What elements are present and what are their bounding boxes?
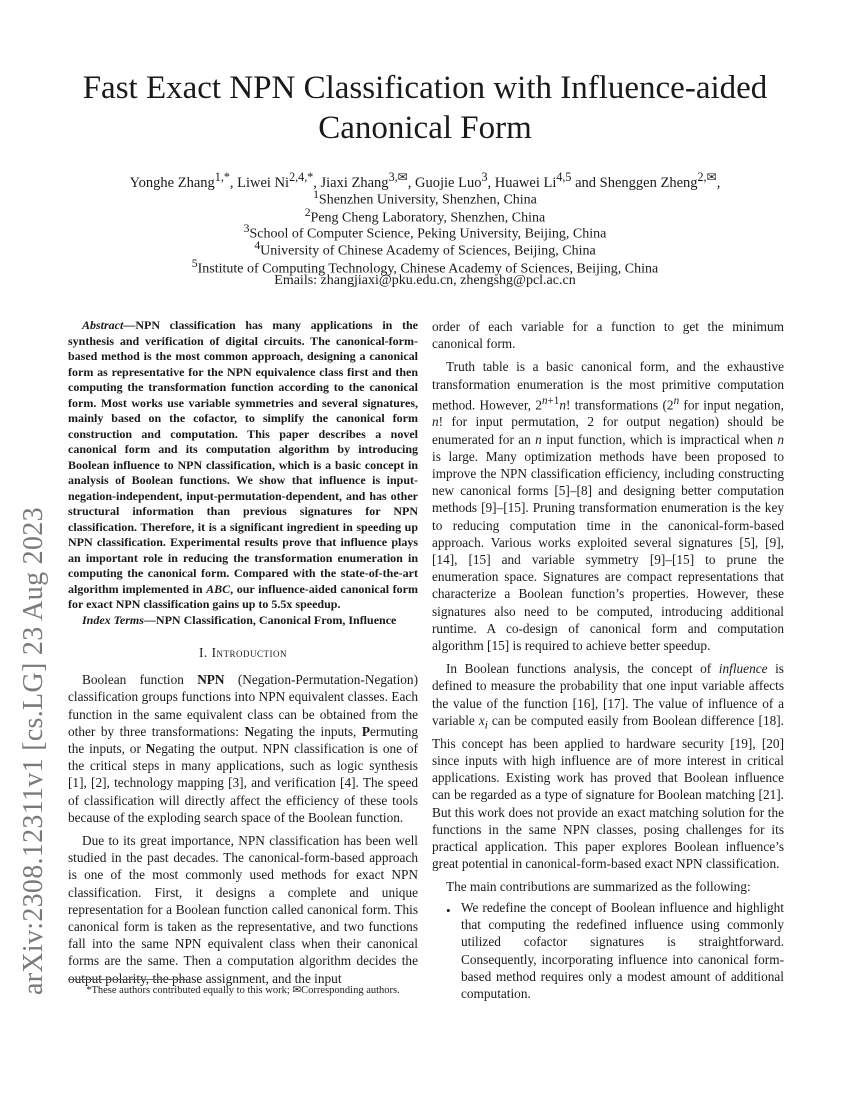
affiliation-text: School of Computer Science, Peking University, Beijing, China [249, 226, 607, 242]
section-number: I. [198, 645, 212, 660]
affiliation-text: Institute of Computing Technology, Chinese Academy of Sciences, Beijing, China [197, 261, 659, 277]
right-paragraph-1: Truth table is a basic canonical form, and the exhaustive transformation enumeration is the most primitive computation method. However, $2^{n+1}n$! transformations (2$^n$ for input negation, n! for input permutation, 2 for output negation) should be enumerated for an n input function, which is impractical when n is large. Many optimization methods have been proposed to improve the NPN classification efficiency, including constructing new canonical forms [5]–[8] and designing better computation methods [9]–[15]. Pruning transformation enumeration is the key to reducing computation time in the canonical-form-based approach. Various works exploited several signatures [5], [9], [14], [15] and variable symmetry [9]–[15] to prune the enumeration space. Signatures are compact representations that characterize a Boolean function’s properties. However, these signatures also need to be computed, introducing additional runtime. A co-design of canonical form and computation algorithm [15] is required to achieve better speedup. [432, 359, 784, 654]
affiliation-text: Peng Cheng Laboratory, Shenzhen, China [310, 210, 546, 226]
author-list: Yonghe Zhang$^{1,*}$, Liwei $Ni^{2,4,*}$, Jiaxi Zhang$^{3,✉}$, Guojie Luo$^3$, Huawei Li$^{4,5}$ and Shenggen Zheng$^{2,✉}$, [129, 170, 721, 191]
abstract-end: , our influence-aided canonical form for exact NPN classification gains up to 5.5x speedup. [68, 581, 419, 611]
index-terms-label: Index Terms [82, 612, 144, 627]
abstract-abc: ABC [206, 581, 231, 596]
affiliation-text: University of Chinese Academy of Sciences, Beijing, China [260, 243, 596, 259]
right-column [432, 318, 784, 896]
affiliation-number: 3 [243, 222, 250, 235]
section-heading [68, 644, 418, 661]
abstract-text: —NPN classification has many applications in the synthesis and verification of digital circuits. The canonical-form-based method is the most common approach, designing a canonical form as representative for the NPN equivalence class first and then computing the transformation function according to the canonical form. Most works use variable symmetries and several signatures, mainly based on the cofactor, to simplify the canonical form construction and computation. This paper describes a novel canonical form and its computation algorithm by introducing Boolean influence to NPN classification, which is a basic concept in analysis of Boolean functions. We show that influence is input-negation-independent, input-permutation-dependent, and has other structural information than previous signatures for NPN classification. Therefore, it is a significant ingredient in speeding up NPN classification. Experimental results prove that influence plays an important role in reducing the transformation enumeration in computing the canonical form. Compared with the state-of-the-art algorithm implemented in [68, 318, 418, 596]
affiliation-number: 2 [304, 206, 311, 219]
arxiv-identifier: arXiv:2308.12311v1 [cs.LG] 23 Aug 2023 [18, 507, 49, 995]
left-column [68, 318, 418, 987]
footnote: *These authors contributed equally to this work; ✉Corresponding authors. [86, 985, 400, 996]
affiliation-number: 4 [254, 239, 261, 252]
index-terms [68, 613, 418, 629]
right-paragraph-0: order of each variable for a function to get the minimum canonical form. [432, 319, 784, 352]
abstract [68, 318, 418, 613]
abstract-label: Abstract [82, 318, 124, 332]
intro-paragraph-1: Boolean function NPN (Negation-Permutation-Negation) classification groups functions into NPN equivalent classes. Each function in the same equivalent class can be obtained from the other by three transformations: Negating the inputs, Permuting the inputs, or Negating the output. NPN classification is one of the critical steps in many applications, such as logic synthesis [1], [2], technology mapping [3], and verification [4]. The speed of classification will directly affect the efficiency of these tools because of the exploding search space of the Boolean function. [68, 672, 419, 825]
right-paragraph-2: In Boolean functions analysis, the concept of influence is defined to measure the probability that one input variable affects the value of the function [16], [17]. The value of influence of a variable $x_i$ can be computed easily from Boolean difference [18]. This concept has been applied to hardware security [19], [20] since inputs with high influence are of more interest in critical applications. Existing work has proved that Boolean influence can be regarded as a type of signature for Boolean matching [21]. But this work does not provide an exact matching solution for the functions in the same NPN classes, posing challenges for its practical application. This paper explores Boolean influence’s great potential in canonical-form-based exact NPN classification. [432, 661, 784, 872]
affiliation-number: 1 [313, 188, 319, 201]
affiliation-number: 5 [191, 257, 198, 270]
contribution-bullet-1: We redefine the concept of Boolean influence and highlight that computing the redefined influence using commonly utilized cofactor signatures is straightforward. Consequently, incorporating influence into canonical form-based method requires only a modest amount of additional computation. [461, 900, 784, 1002]
section-title: Introduction [211, 645, 287, 660]
bullet-marker: • [446, 903, 451, 918]
affiliation-text: Shenzhen University, Shenzhen, China [318, 192, 537, 208]
footnote-rule [68, 979, 188, 980]
right-paragraph-3: The main contributions are summarized as the following: [446, 879, 751, 895]
paper-title: Fast Exact NPN Classification with Influence-aided Canonical Form [82, 70, 768, 146]
emails: Emails: zhangjiaxi@pku.edu.cn, zhengshg@pcl.ac.cn [274, 273, 576, 288]
index-terms-text: —NPN Classification, Canonical From, Influence [143, 612, 397, 627]
intro-paragraph-2: Due to its great importance, NPN classification has been well studied in the past decades. The canonical-form-based approach is one of the most commonly used methods for exact NPN classification. First, it designs a complete and unique representation for a Boolean function called canonical form. This canonical form is taken as the representative, and two functions fall into the same NPN equivalent class when their canonical forms are the same. Then a computation algorithm decides the output polarity, the phase assignment, and the input [68, 833, 418, 986]
